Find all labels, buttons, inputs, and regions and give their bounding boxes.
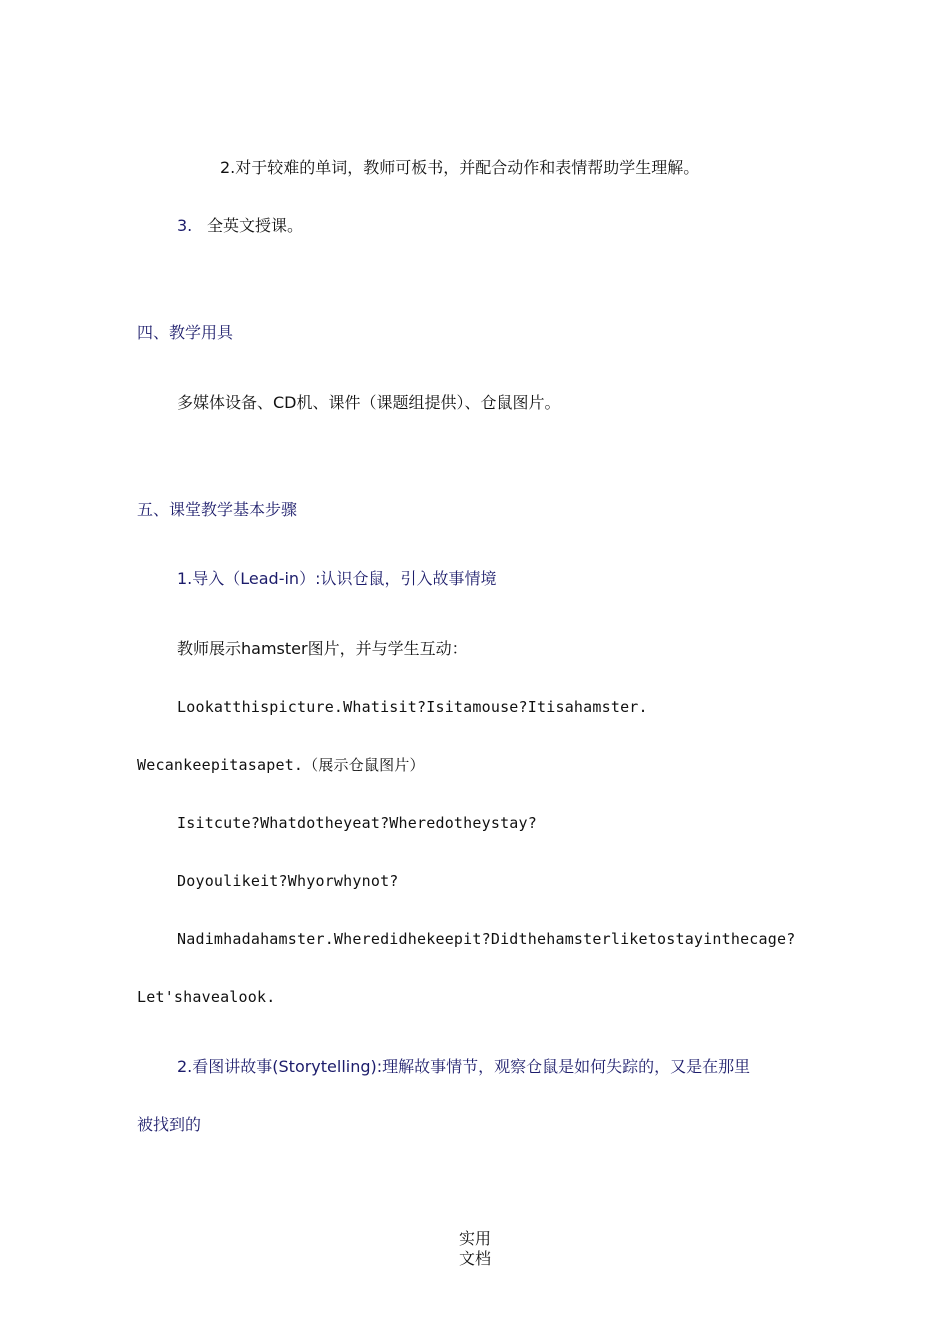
section-heading-5: 五、课堂教学基本步骤 [137,500,298,519]
paragraph-line: 全英文授课。 [207,216,304,235]
english-line: Doyoulikeit?Whyorwhynot? [177,872,399,890]
english-line: Let'shavealook. [137,988,276,1006]
footer-text: 实用 [458,1229,491,1248]
footer-text: 文档 [458,1249,491,1268]
english-line: Isitcute?Whatdotheyeat?Wheredotheystay? [177,814,537,832]
paragraph-line: 2.对于较难的单词，教师可板书，并配合动作和表情帮助学生理解。 [220,158,700,177]
step-heading-2-continued: 被找到的 [137,1115,202,1134]
english-line: Nadimhadahamster.Wheredidhekeepit?Didthehamsterliketostayinthecage? [177,930,796,948]
step-heading-2: 2.看图讲故事(Storytelling):理解故事情节，观察仓鼠是如何失踪的，又是在那里 [177,1057,751,1076]
section-heading-4: 四、教学用具 [137,323,234,342]
step-heading-1: 1.导入（Lead-in）:认识仓鼠，引入故事情境 [177,569,497,588]
paragraph-line: 多媒体设备、CD机、课件（课题组提供）、仓鼠图片。 [177,393,561,412]
list-number: 3. [177,216,193,235]
paragraph-line: 教师展示hamster图片，并与学生互动： [177,639,468,658]
english-line: Wecankeepitasapet.（展示仓鼠图片） [137,756,425,774]
english-line: Lookatthispicture.Whatisit?Isitamouse?Itisahamster. [177,698,648,716]
